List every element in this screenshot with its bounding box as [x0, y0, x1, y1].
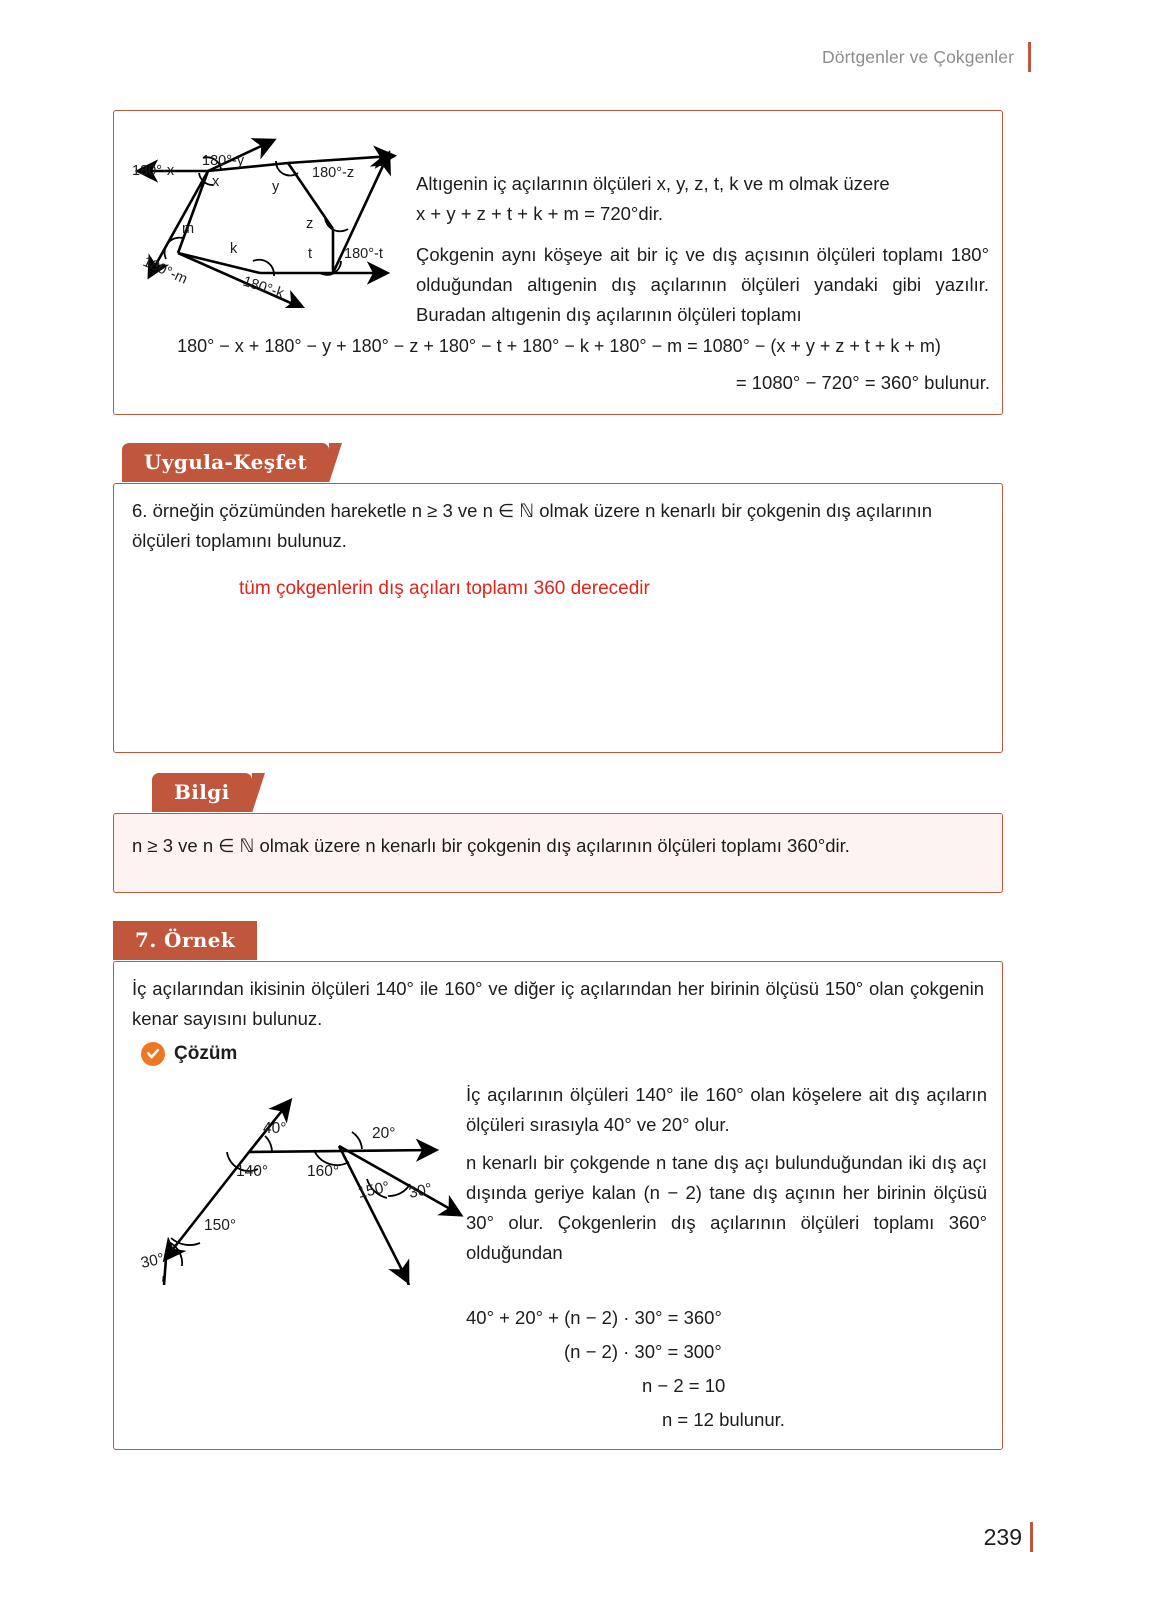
header-title: Dörtgenler ve Çokgenler [822, 46, 1014, 67]
svg-text:z: z [306, 216, 314, 232]
svg-text:180°-t: 180°-t [344, 246, 383, 262]
example6-eq3: = 1080° − 720° = 360° bulunur. [735, 372, 990, 393]
svg-text:40°: 40° [263, 1120, 287, 1137]
bilgi-text: n ≥ 3 ve n ∈ ℕ olmak üzere n kenarlı bir çokgenin dış açılarının ölçüleri toplamı 360°dir. [132, 835, 850, 856]
svg-text:180°-x: 180°-x [132, 163, 175, 179]
page-footer [984, 1522, 1033, 1552]
footer-accent-bar [1030, 1522, 1033, 1552]
ornek7-para1: İç açılarının ölçüleri 140° ile 160° olan köşelere ait dış açıların ölçüleri sırasıyla 40° ve 20° olur. [466, 1084, 987, 1135]
cozum-row [141, 1042, 237, 1066]
bilgi-tab: Bilgi [152, 773, 252, 812]
uygula-kesfet-box [113, 483, 1003, 753]
uygula-kesfet-question: 6. örneğin çözümünden hareketle n ≥ 3 ve n ∈ ℕ olmak üzere n kenarlı bir çokgenin dış açılarının ölçüleri toplamını bulunuz. [132, 500, 933, 551]
check-circle-icon [141, 1042, 165, 1066]
uygula-kesfet-answer: tüm çokgenlerin dış açıları toplamı 360 derecedir [239, 578, 650, 599]
ornek7-eq4: n = 12 bulunur. [662, 1409, 785, 1430]
svg-text:20°: 20° [372, 1125, 396, 1142]
svg-text:x: x [212, 174, 220, 190]
uygula-kesfet-tab: Uygula-Keşfet [122, 443, 329, 482]
svg-text:y: y [272, 179, 280, 195]
example6-para1: Altıgenin iç açılarının ölçüleri x, y, z, t, k ve m olmak üzere [416, 173, 890, 194]
svg-text:150°: 150° [204, 1217, 237, 1234]
ornek7-eq3: n − 2 = 10 [642, 1375, 726, 1396]
example6-continuation-box [113, 110, 1003, 415]
hexagon-exterior-angles-diagram [120, 113, 420, 308]
ornek7-box [113, 961, 1003, 1450]
svg-text:160°: 160° [307, 1163, 340, 1180]
svg-text:180°-m: 180°-m [140, 254, 190, 288]
cozum-label: Çözüm [174, 1043, 238, 1064]
page-header [822, 42, 1031, 72]
svg-text:m: m [182, 221, 195, 237]
svg-text:30°: 30° [139, 1250, 166, 1272]
header-accent-bar [1028, 42, 1031, 72]
svg-text:140°: 140° [236, 1163, 269, 1180]
svg-text:30°: 30° [407, 1180, 434, 1202]
ornek7-eq1: 40° + 20° + (n − 2) · 30° = 360° [466, 1307, 722, 1328]
ornek7-tab: 7. Örnek [113, 921, 257, 960]
ornek7-question: İç açılarından ikisinin ölçüleri 140° ile 160° ve diğer iç açılarından her birinin ölçüsü 150° olan çokgenin kenar sayısını bulunuz. [132, 978, 984, 1029]
polygon-exterior-angles-solution-diagram [124, 1080, 464, 1285]
ornek7-eq2: (n − 2) · 30° = 300° [564, 1341, 722, 1362]
svg-text:t: t [308, 246, 313, 262]
svg-text:150°: 150° [356, 1178, 392, 1202]
ornek7-para2: n kenarlı bir çokgende n tane dış açı bulunduğundan iki dış açı dışında geriye kalan (n − 2) tane dış açının her birinin ölçüsü 30° olur. Çokgenlerin dış açılarının ölçüleri toplamı 360° olduğundan [466, 1152, 987, 1263]
example6-para2: Çokgenin aynı köşeye ait bir iç ve dış açısının ölçüleri toplamı 180° olduğundan altıgenin dış açılarının ölçüleri yandaki gibi yazılır. Buradan altıgenin dış açılarının ölçüleri toplamı [416, 244, 989, 325]
svg-text:180°-y: 180°-y [202, 153, 245, 169]
page-number: 239 [983, 1523, 1022, 1550]
example6-eq1: x + y + z + t + k + m = 720°dir. [416, 203, 663, 224]
svg-text:k: k [230, 241, 238, 257]
example6-eq2: 180° − x + 180° − y + 180° − z + 180° − t + 180° − k + 180° − m = 1080° − (x + y + z + t + k + m) [177, 336, 941, 356]
bilgi-box [113, 813, 1003, 893]
svg-text:180°-k: 180°-k [240, 273, 286, 302]
svg-text:180°-z: 180°-z [312, 165, 355, 181]
